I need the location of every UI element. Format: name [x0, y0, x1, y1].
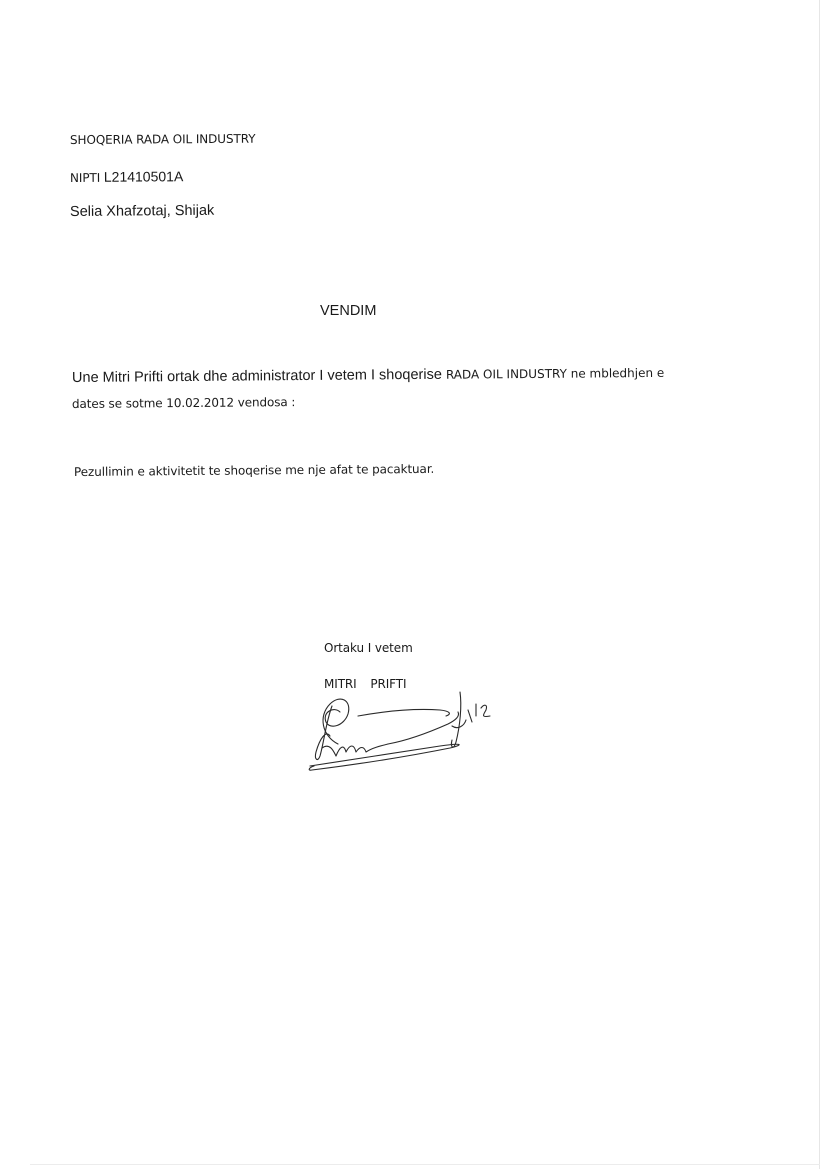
decision-text: Pezullimin e aktivitetit te shoqerise me nje afat te pacaktuar.	[73, 461, 435, 479]
signatory-name: MITRI PRIFTI	[324, 677, 407, 691]
scan-edge	[819, 0, 820, 1169]
company-name: SHOQERIA RADA OIL INDUSTRY	[69, 131, 256, 147]
company-seat: Selia Xhafzotaj, Shijak	[69, 202, 215, 220]
nipt-number: L21410501A	[103, 168, 184, 185]
body-text: Une Mitri Prifti ortak dhe administrator I vetem I shoqerise	[71, 366, 446, 386]
signature-icon	[300, 686, 505, 778]
document-title: VENDIM	[320, 303, 377, 319]
body-paragraph-line: dates se sotme 10.02.2012 vendosa :	[71, 395, 296, 411]
body-paragraph-line	[72, 364, 664, 387]
nipt-line	[70, 168, 183, 187]
nipt-label: NIPTI	[69, 170, 104, 185]
scan-edge	[30, 1164, 820, 1165]
signatory-role: Ortaku I vetem	[324, 641, 413, 655]
body-text: RADA OIL INDUSTRY ne mbledhjen e	[445, 365, 665, 382]
